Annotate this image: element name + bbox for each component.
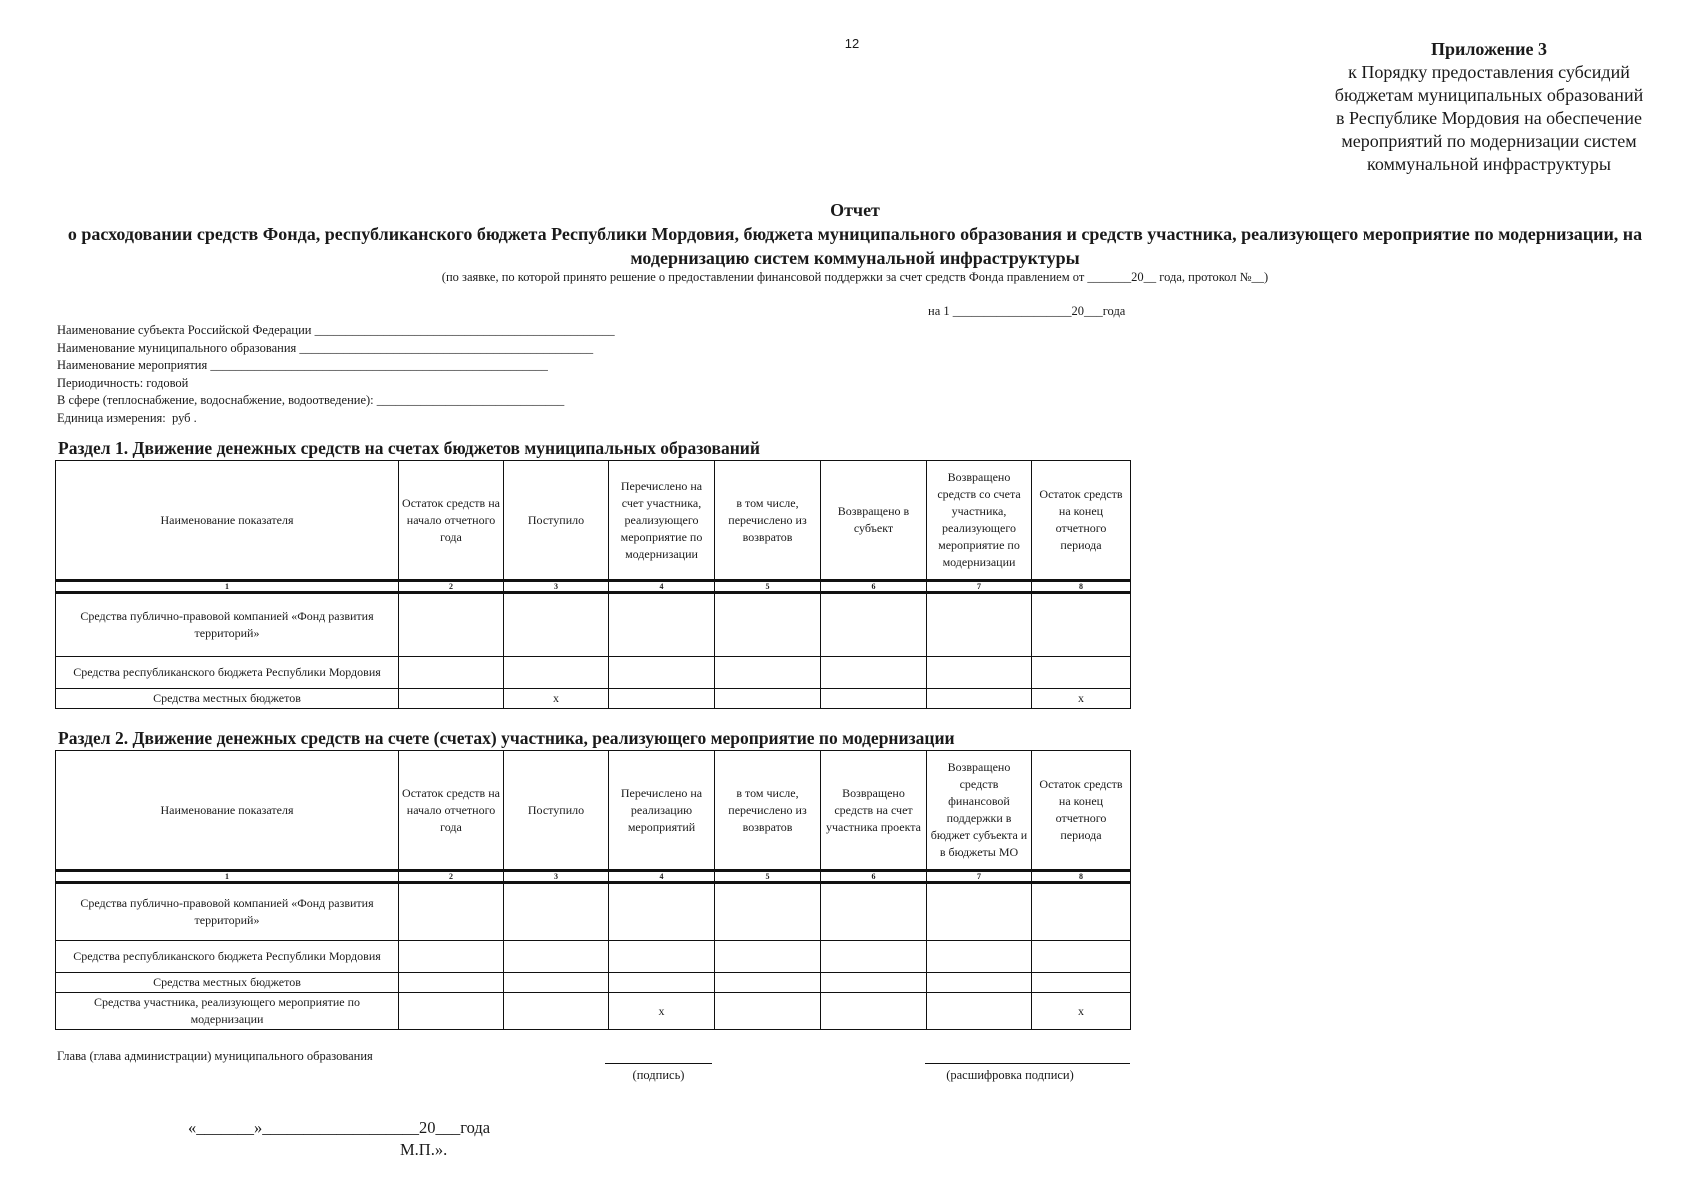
column-number: 3	[504, 871, 609, 883]
header-cell: Возвращено средств на счет участника проекта	[821, 751, 927, 871]
meta-sphere-line: В сфере (теплоснабжение, водоснабжение, водоотведение): ______________________________	[57, 393, 565, 407]
section2-title: Раздел 2. Движение денежных средств на счете (счетах) участника, реализующего мероприятие по модернизации	[58, 728, 955, 748]
appendix-line: к Порядку предоставления субсидий	[1348, 62, 1630, 82]
table-cell	[1032, 941, 1131, 973]
table-cell	[504, 883, 609, 941]
table-cell	[504, 993, 609, 1030]
column-number: 4	[609, 871, 715, 883]
header-cell: Остаток средств на конец отчетного периода	[1032, 461, 1131, 581]
column-number: 3	[504, 581, 609, 593]
table-cell	[821, 993, 927, 1030]
head-label: Глава (глава администрации) муниципального образования	[57, 1049, 373, 1063]
table-cell	[504, 941, 609, 973]
table-cell	[504, 973, 609, 993]
header-cell: Остаток средств на начало отчетного года	[399, 461, 504, 581]
column-number: 7	[927, 581, 1032, 593]
table-cell	[399, 993, 504, 1030]
column-number: 4	[609, 581, 715, 593]
meta-periodicity-line: Периодичность: годовой	[57, 375, 189, 390]
table-cell	[715, 689, 821, 709]
table-cell	[821, 973, 927, 993]
table-cell	[504, 657, 609, 689]
column-number: 7	[927, 871, 1032, 883]
section1-title: Раздел 1. Движение денежных средств на счетах бюджетов муниципальных образований	[58, 438, 760, 458]
table-cell	[715, 657, 821, 689]
table-cell: x	[504, 689, 609, 709]
row-label: Средства республиканского бюджета Республики Мордовия	[56, 941, 399, 973]
table-cell	[609, 593, 715, 657]
stamp-label: М.П.».	[400, 1140, 448, 1159]
table-cell	[821, 941, 927, 973]
table-header-row	[56, 751, 1131, 871]
appendix-block	[1310, 38, 1668, 176]
table-row	[56, 593, 1131, 657]
column-number-row	[56, 581, 1131, 593]
decoding-line	[925, 1063, 1130, 1064]
report-note: (по заявке, по которой принято решение о предоставлении финансовой поддержки за счет средств Фонда правлением от _______20__ года, протокол №__)	[441, 270, 1269, 284]
table-cell	[1032, 657, 1131, 689]
table-cell	[821, 593, 927, 657]
table-cell	[609, 883, 715, 941]
table-cell	[399, 593, 504, 657]
row-label: Средства публично-правовой компанией «Фонд развития территорий»	[56, 593, 399, 657]
column-number: 5	[715, 581, 821, 593]
decoding-caption: (расшифровка подписи)	[946, 1068, 1074, 1082]
report-date-line: на 1 ___________________20___года	[928, 304, 1126, 318]
table-cell	[609, 689, 715, 709]
table-cell: x	[609, 993, 715, 1030]
column-number: 5	[715, 871, 821, 883]
header-cell: Поступило	[504, 751, 609, 871]
table-cell	[609, 941, 715, 973]
row-label: Средства местных бюджетов	[56, 689, 399, 709]
table-cell	[715, 593, 821, 657]
meta-activity-line: Наименование мероприятия ______________________________________________________	[57, 358, 548, 372]
column-number: 1	[56, 581, 399, 593]
table-cell	[715, 883, 821, 941]
header-cell: Наименование показателя	[56, 751, 399, 871]
signature-caption: (подпись)	[632, 1068, 685, 1082]
header-cell: в том числе, перечислено из возвратов	[715, 461, 821, 581]
table-header-row	[56, 461, 1131, 581]
appendix-title: Приложение 3	[1430, 39, 1548, 59]
table-cell	[927, 993, 1032, 1030]
report-meta	[57, 322, 615, 427]
appendix-line: в Республике Мордовия на обеспечение	[1335, 108, 1643, 128]
table-cell	[927, 973, 1032, 993]
table-cell	[399, 657, 504, 689]
row-label: Средства публично-правовой компанией «Фонд развития территорий»	[56, 883, 399, 941]
table-row	[56, 689, 1131, 709]
table-cell	[821, 883, 927, 941]
table-cell: x	[1032, 689, 1131, 709]
table-cell	[821, 689, 927, 709]
report-title	[30, 198, 1680, 270]
table-row	[56, 973, 1131, 993]
table-row	[56, 941, 1131, 973]
table-cell	[399, 689, 504, 709]
table-cell	[399, 941, 504, 973]
table-cell	[504, 593, 609, 657]
table-cell	[927, 657, 1032, 689]
table-cell	[399, 973, 504, 993]
column-number: 2	[399, 871, 504, 883]
table-cell	[927, 689, 1032, 709]
column-number: 8	[1032, 871, 1131, 883]
section2-table	[55, 750, 1131, 1030]
footer-date-line: «_______»___________________20___года	[188, 1118, 491, 1137]
report-title-line2: о расходовании средств Фонда, республиканского бюджета Республики Мордовия, бюджета муниципального образования и средств участника, реализующего мероприятие по модернизации, на модернизацию систем коммунальной инфраструктуры	[67, 224, 1643, 268]
meta-subject-line: Наименование субъекта Российской Федерации ________________________________________________	[57, 323, 615, 337]
header-cell: Остаток средств на начало отчетного года	[399, 751, 504, 871]
column-number: 6	[821, 581, 927, 593]
signature-line	[605, 1063, 712, 1064]
meta-municipality-line: Наименование муниципального образования _______________________________________________	[57, 340, 594, 355]
header-cell: Поступило	[504, 461, 609, 581]
table-cell	[927, 593, 1032, 657]
section1-table	[55, 460, 1131, 709]
header-cell: Перечислено на счет участника, реализующего мероприятие по модернизации	[609, 461, 715, 581]
meta-unit-line: Единица измерения: руб .	[57, 410, 197, 425]
table-cell	[715, 993, 821, 1030]
table-cell	[1032, 883, 1131, 941]
header-cell: Возвращено средств со счета участника, реализующего мероприятие по модернизации	[927, 461, 1032, 581]
appendix-line: коммунальной инфраструктуры	[1367, 154, 1611, 174]
table-cell	[399, 883, 504, 941]
header-cell: Возвращено средств финансовой поддержки в бюджет субъекта и в бюджеты МО	[927, 751, 1032, 871]
table-cell: x	[1032, 993, 1131, 1030]
row-label: Средства республиканского бюджета Республики Мордовия	[56, 657, 399, 689]
row-label: Средства местных бюджетов	[56, 973, 399, 993]
appendix-line: бюджетам муниципальных образований	[1334, 85, 1644, 105]
header-cell: Возвращено в субъект	[821, 461, 927, 581]
column-number: 1	[56, 871, 399, 883]
report-title-line1: Отчет	[830, 200, 880, 220]
table-cell	[1032, 973, 1131, 993]
column-number: 6	[821, 871, 927, 883]
table-cell	[927, 941, 1032, 973]
table-cell	[715, 941, 821, 973]
table-cell	[609, 657, 715, 689]
table-row	[56, 657, 1131, 689]
column-number: 8	[1032, 581, 1131, 593]
table-cell	[715, 973, 821, 993]
column-number-row	[56, 871, 1131, 883]
header-cell: Наименование показателя	[56, 461, 399, 581]
header-cell: Перечислено на реализацию мероприятий	[609, 751, 715, 871]
row-label: Средства участника, реализующего мероприятие по модернизации	[56, 993, 399, 1030]
header-cell: в том числе, перечислено из возвратов	[715, 751, 821, 871]
table-row	[56, 883, 1131, 941]
table-cell	[821, 657, 927, 689]
appendix-line: мероприятий по модернизации систем	[1341, 131, 1637, 151]
table-cell	[609, 973, 715, 993]
table-cell	[1032, 593, 1131, 657]
column-number: 2	[399, 581, 504, 593]
table-cell	[927, 883, 1032, 941]
header-cell: Остаток средств на конец отчетного периода	[1032, 751, 1131, 871]
page-number: 12	[844, 36, 860, 51]
table-row	[56, 993, 1131, 1030]
